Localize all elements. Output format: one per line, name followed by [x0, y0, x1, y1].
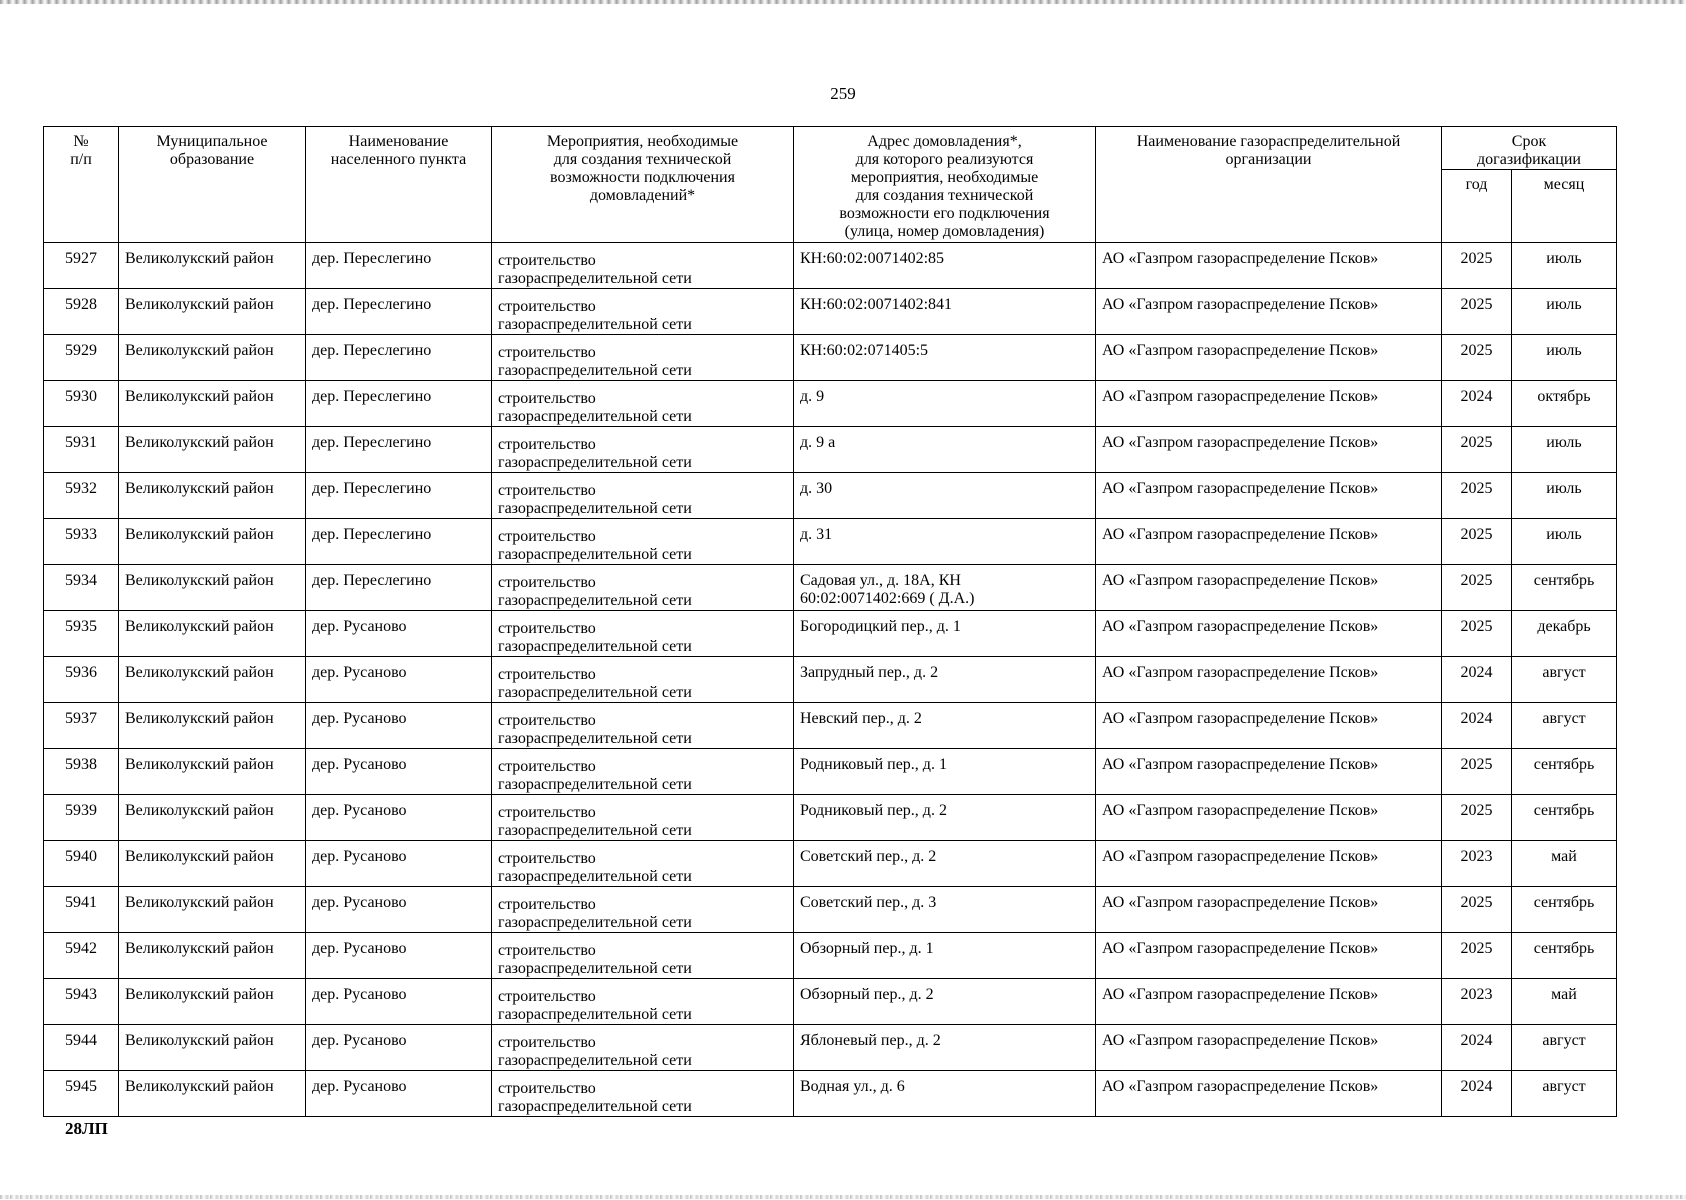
row-year: 2023: [1442, 979, 1512, 1025]
row-settlement: дер. Русаново: [306, 1025, 492, 1071]
row-settlement: дер. Переслегино: [306, 473, 492, 519]
row-organization: АО «Газпром газораспределение Псков»: [1096, 565, 1442, 611]
row-address: Обзорный пер., д. 1: [794, 933, 1096, 979]
row-settlement: дер. Русаново: [306, 933, 492, 979]
row-municipality: Великолукский район: [119, 887, 306, 933]
row-month: август: [1512, 703, 1617, 749]
gasification-register-table: [43, 126, 1617, 1117]
row-organization: АО «Газпром газораспределение Псков»: [1096, 933, 1442, 979]
row-year: 2025: [1442, 243, 1512, 289]
table-body: [44, 243, 1617, 1117]
row-work: строительство газораспределительной сети: [492, 381, 794, 427]
row-year: 2025: [1442, 933, 1512, 979]
row-settlement: дер. Переслегино: [306, 335, 492, 381]
row-municipality: Великолукский район: [119, 703, 306, 749]
table-row: [44, 335, 1617, 381]
row-municipality: Великолукский район: [119, 657, 306, 703]
row-year: 2024: [1442, 1071, 1512, 1117]
row-address: Невский пер., д. 2: [794, 703, 1096, 749]
table-row: [44, 611, 1617, 657]
table-row: [44, 979, 1617, 1025]
scan-edge-bottom: [0, 1195, 1686, 1199]
row-municipality: Великолукский район: [119, 381, 306, 427]
row-year: 2025: [1442, 335, 1512, 381]
table-row: [44, 381, 1617, 427]
page-number: 259: [830, 84, 856, 103]
row-month: сентябрь: [1512, 933, 1617, 979]
row-address: Родниковый пер., д. 1: [794, 749, 1096, 795]
row-settlement: дер. Русаново: [306, 611, 492, 657]
row-municipality: Великолукский район: [119, 1071, 306, 1117]
row-address: Родниковый пер., д. 2: [794, 795, 1096, 841]
row-num: 5931: [44, 427, 119, 473]
header-month: месяц: [1512, 170, 1617, 243]
header-address: Адрес домовладения*, для которого реализуются мероприятия, необходимые для создания технической возможности его подключения (улица, номер домовладения): [794, 127, 1096, 243]
row-work: строительство газораспределительной сети: [492, 979, 794, 1025]
row-month: сентябрь: [1512, 749, 1617, 795]
row-year: 2025: [1442, 565, 1512, 611]
table-row: [44, 795, 1617, 841]
row-municipality: Великолукский район: [119, 749, 306, 795]
row-municipality: Великолукский район: [119, 1025, 306, 1071]
row-organization: АО «Газпром газораспределение Псков»: [1096, 611, 1442, 657]
row-year: 2024: [1442, 703, 1512, 749]
row-address: КН:60:02:0071402:841: [794, 289, 1096, 335]
header-year: год: [1442, 170, 1512, 243]
table-row: [44, 565, 1617, 611]
row-organization: АО «Газпром газораспределение Псков»: [1096, 841, 1442, 887]
row-organization: АО «Газпром газораспределение Псков»: [1096, 427, 1442, 473]
row-municipality: Великолукский район: [119, 795, 306, 841]
row-work: строительство газораспределительной сети: [492, 657, 794, 703]
row-settlement: дер. Переслегино: [306, 565, 492, 611]
row-num: 5936: [44, 657, 119, 703]
row-month: сентябрь: [1512, 887, 1617, 933]
row-settlement: дер. Русаново: [306, 979, 492, 1025]
row-work: строительство газораспределительной сети: [492, 565, 794, 611]
table-row: [44, 657, 1617, 703]
table-row: [44, 519, 1617, 565]
row-address: КН:60:02:0071402:85: [794, 243, 1096, 289]
row-settlement: дер. Русаново: [306, 1071, 492, 1117]
row-month: май: [1512, 841, 1617, 887]
row-year: 2025: [1442, 519, 1512, 565]
row-num: 5930: [44, 381, 119, 427]
row-settlement: дер. Русаново: [306, 887, 492, 933]
row-num: 5939: [44, 795, 119, 841]
row-organization: АО «Газпром газораспределение Псков»: [1096, 887, 1442, 933]
row-organization: АО «Газпром газораспределение Псков»: [1096, 657, 1442, 703]
row-year: 2023: [1442, 841, 1512, 887]
row-address: д. 31: [794, 519, 1096, 565]
table-row: [44, 933, 1617, 979]
row-organization: АО «Газпром газораспределение Псков»: [1096, 289, 1442, 335]
row-num: 5942: [44, 933, 119, 979]
row-organization: АО «Газпром газораспределение Псков»: [1096, 519, 1442, 565]
table-row: [44, 1071, 1617, 1117]
header-organization: Наименование газораспределительной организации: [1096, 127, 1442, 243]
row-address: Водная ул., д. 6: [794, 1071, 1096, 1117]
row-address: Садовая ул., д. 18А, КН 60:02:0071402:669 ( Д.А.): [794, 565, 1096, 611]
header-measures: Мероприятия, необходимые для создания технической возможности подключения домовладений*: [492, 127, 794, 243]
row-num: 5941: [44, 887, 119, 933]
row-month: июль: [1512, 289, 1617, 335]
row-work: строительство газораспределительной сети: [492, 289, 794, 335]
row-municipality: Великолукский район: [119, 979, 306, 1025]
row-year: 2024: [1442, 1025, 1512, 1071]
row-month: июль: [1512, 335, 1617, 381]
row-month: июль: [1512, 243, 1617, 289]
row-year: 2025: [1442, 611, 1512, 657]
header-settlement: Наименование населенного пункта: [306, 127, 492, 243]
row-month: сентябрь: [1512, 565, 1617, 611]
row-num: 5928: [44, 289, 119, 335]
row-municipality: Великолукский район: [119, 933, 306, 979]
row-month: октябрь: [1512, 381, 1617, 427]
row-work: строительство газораспределительной сети: [492, 887, 794, 933]
row-work: строительство газораспределительной сети: [492, 611, 794, 657]
table-row: [44, 887, 1617, 933]
row-address: Богородицкий пер., д. 1: [794, 611, 1096, 657]
row-municipality: Великолукский район: [119, 289, 306, 335]
row-num: 5943: [44, 979, 119, 1025]
row-municipality: Великолукский район: [119, 427, 306, 473]
row-year: 2025: [1442, 887, 1512, 933]
row-address: д. 30: [794, 473, 1096, 519]
row-month: июль: [1512, 473, 1617, 519]
row-address: Советский пер., д. 2: [794, 841, 1096, 887]
row-settlement: дер. Русаново: [306, 657, 492, 703]
row-num: 5929: [44, 335, 119, 381]
table-row: [44, 427, 1617, 473]
table-row: [44, 1025, 1617, 1071]
row-num: 5935: [44, 611, 119, 657]
row-num: 5937: [44, 703, 119, 749]
row-num: 5934: [44, 565, 119, 611]
row-settlement: дер. Русаново: [306, 749, 492, 795]
row-work: строительство газораспределительной сети: [492, 427, 794, 473]
row-month: май: [1512, 979, 1617, 1025]
header-municipality: Муниципальное образование: [119, 127, 306, 243]
row-year: 2024: [1442, 657, 1512, 703]
row-municipality: Великолукский район: [119, 473, 306, 519]
scan-edge-top: [0, 0, 1686, 4]
row-num: 5927: [44, 243, 119, 289]
row-month: декабрь: [1512, 611, 1617, 657]
row-organization: АО «Газпром газораспределение Псков»: [1096, 1071, 1442, 1117]
row-municipality: Великолукский район: [119, 841, 306, 887]
row-settlement: дер. Переслегино: [306, 519, 492, 565]
table-row: [44, 841, 1617, 887]
row-work: строительство газораспределительной сети: [492, 473, 794, 519]
row-year: 2025: [1442, 473, 1512, 519]
row-work: строительство газораспределительной сети: [492, 519, 794, 565]
row-address: Обзорный пер., д. 2: [794, 979, 1096, 1025]
row-num: 5944: [44, 1025, 119, 1071]
row-num: 5940: [44, 841, 119, 887]
row-work: строительство газораспределительной сети: [492, 933, 794, 979]
row-work: строительство газораспределительной сети: [492, 243, 794, 289]
table-row: [44, 243, 1617, 289]
table-row: [44, 473, 1617, 519]
row-organization: АО «Газпром газораспределение Псков»: [1096, 381, 1442, 427]
row-work: строительство газораспределительной сети: [492, 841, 794, 887]
row-address: Яблоневый пер., д. 2: [794, 1025, 1096, 1071]
row-month: август: [1512, 1025, 1617, 1071]
header-num: № п/п: [44, 127, 119, 243]
row-settlement: дер. Переслегино: [306, 243, 492, 289]
row-organization: АО «Газпром газораспределение Псков»: [1096, 795, 1442, 841]
row-month: июль: [1512, 519, 1617, 565]
row-organization: АО «Газпром газораспределение Псков»: [1096, 979, 1442, 1025]
row-year: 2025: [1442, 289, 1512, 335]
table-row: [44, 703, 1617, 749]
row-organization: АО «Газпром газораспределение Псков»: [1096, 473, 1442, 519]
row-num: 5938: [44, 749, 119, 795]
row-organization: АО «Газпром газораспределение Псков»: [1096, 1025, 1442, 1071]
row-work: строительство газораспределительной сети: [492, 1071, 794, 1117]
row-month: сентябрь: [1512, 795, 1617, 841]
row-year: 2025: [1442, 795, 1512, 841]
row-municipality: Великолукский район: [119, 519, 306, 565]
row-address: Запрудный пер., д. 2: [794, 657, 1096, 703]
row-num: 5945: [44, 1071, 119, 1117]
row-municipality: Великолукский район: [119, 335, 306, 381]
row-work: строительство газораспределительной сети: [492, 795, 794, 841]
row-organization: АО «Газпром газораспределение Псков»: [1096, 703, 1442, 749]
row-settlement: дер. Русаново: [306, 841, 492, 887]
row-work: строительство газораспределительной сети: [492, 703, 794, 749]
footer-code: 28ЛП: [65, 1119, 108, 1138]
row-month: август: [1512, 1071, 1617, 1117]
row-settlement: дер. Русаново: [306, 795, 492, 841]
row-work: строительство газораспределительной сети: [492, 335, 794, 381]
row-settlement: дер. Переслегино: [306, 381, 492, 427]
row-month: июль: [1512, 427, 1617, 473]
row-organization: АО «Газпром газораспределение Псков»: [1096, 243, 1442, 289]
row-year: 2025: [1442, 749, 1512, 795]
row-year: 2025: [1442, 427, 1512, 473]
table-row: [44, 749, 1617, 795]
row-work: строительство газораспределительной сети: [492, 749, 794, 795]
row-municipality: Великолукский район: [119, 243, 306, 289]
row-settlement: дер. Переслегино: [306, 427, 492, 473]
row-address: д. 9: [794, 381, 1096, 427]
row-organization: АО «Газпром газораспределение Псков»: [1096, 335, 1442, 381]
row-settlement: дер. Переслегино: [306, 289, 492, 335]
row-settlement: дер. Русаново: [306, 703, 492, 749]
row-year: 2024: [1442, 381, 1512, 427]
table-row: [44, 289, 1617, 335]
row-municipality: Великолукский район: [119, 565, 306, 611]
row-work: строительство газораспределительной сети: [492, 1025, 794, 1071]
row-municipality: Великолукский район: [119, 611, 306, 657]
row-address: КН:60:02:071405:5: [794, 335, 1096, 381]
header-term: Срок догазификации: [1442, 127, 1617, 170]
row-address: Советский пер., д. 3: [794, 887, 1096, 933]
row-month: август: [1512, 657, 1617, 703]
row-address: д. 9 а: [794, 427, 1096, 473]
row-num: 5933: [44, 519, 119, 565]
row-num: 5932: [44, 473, 119, 519]
row-organization: АО «Газпром газораспределение Псков»: [1096, 749, 1442, 795]
